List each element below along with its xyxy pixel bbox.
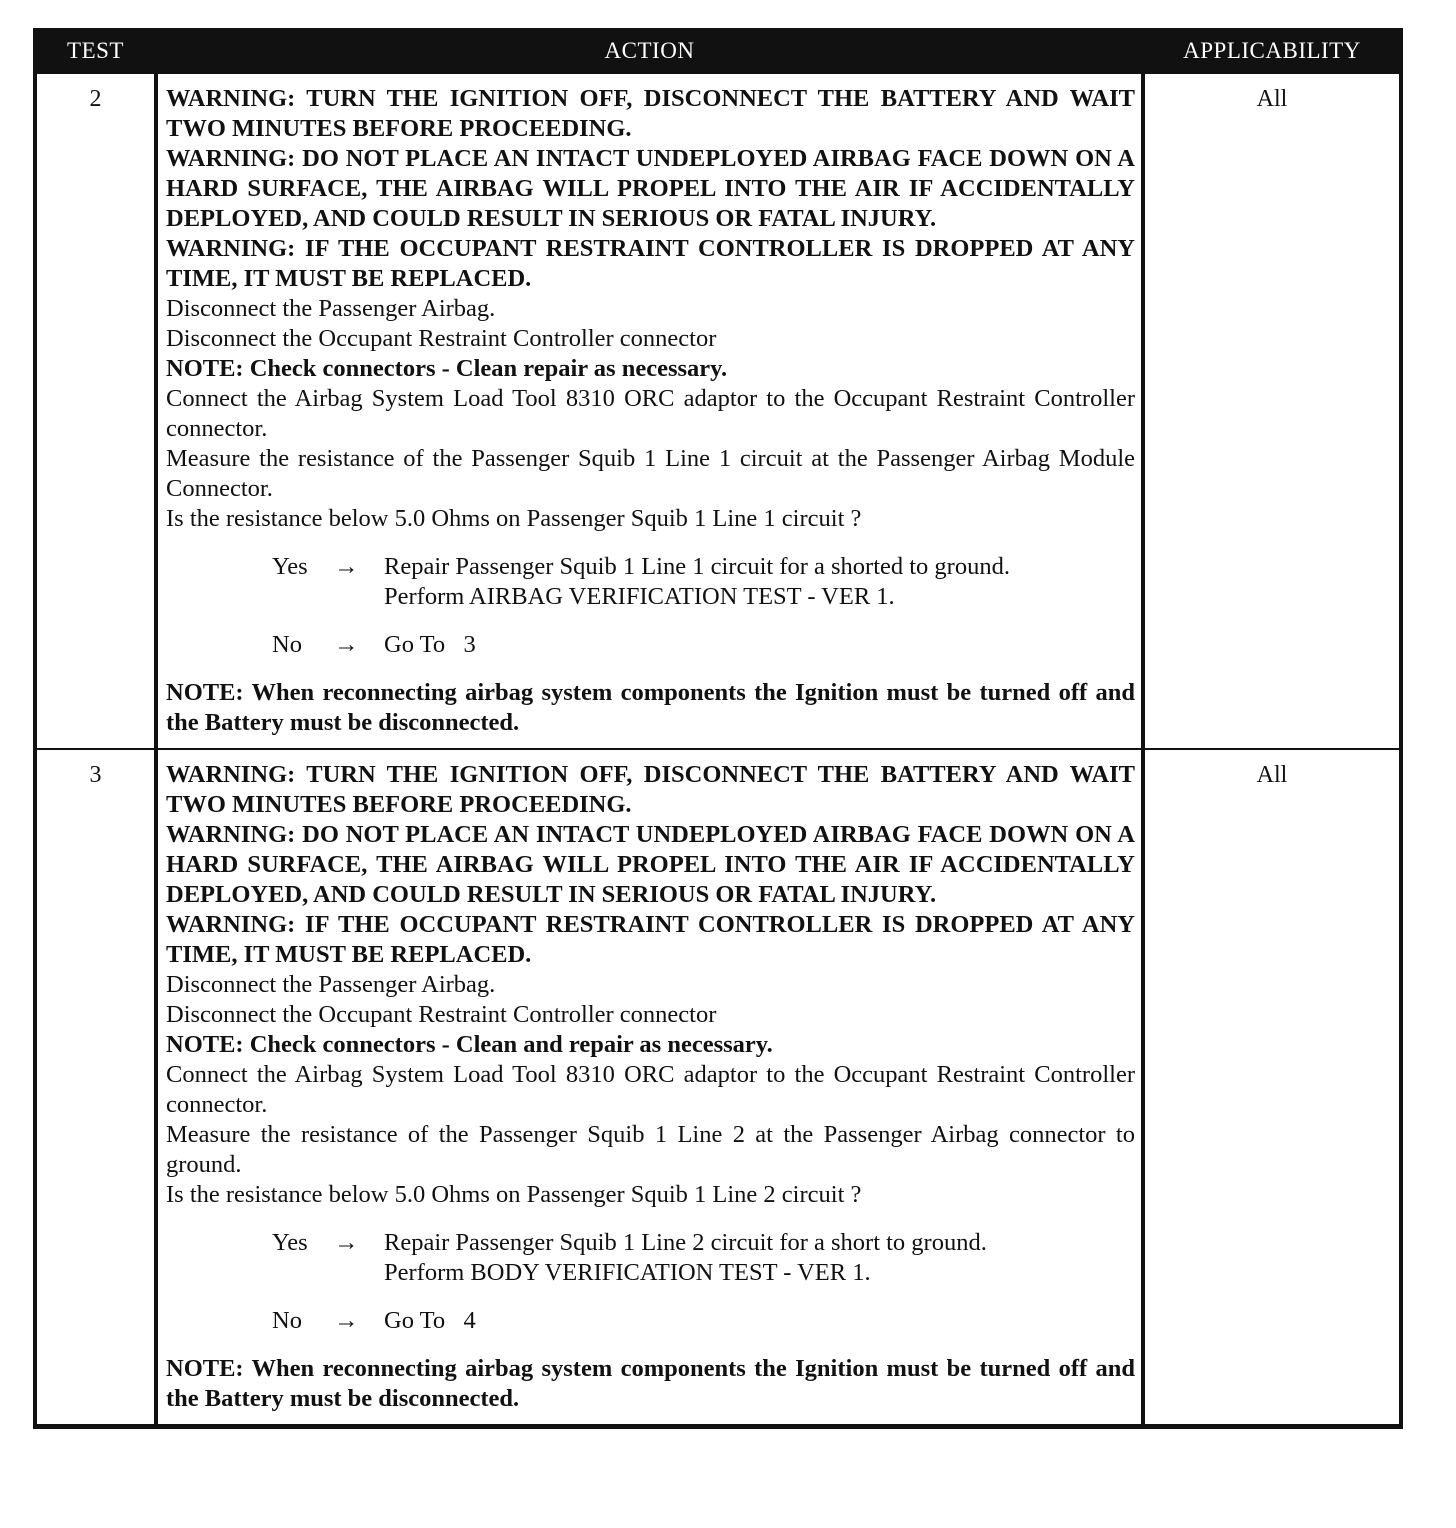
answer-yes [272,1228,1135,1288]
answer-no-label: No [272,1307,302,1334]
answer-yes-verify: Perform BODY VERIFICATION TEST - VER 1. [384,1259,871,1286]
answer-yes-text [384,552,1135,612]
answer-no-label: No [272,631,302,658]
arrow-right-icon: → [334,553,359,580]
table-row [35,749,1401,1427]
warning-controller-dropped: WARNING: IF THE OCCUPANT RESTRAINT CONTROLLER IS DROPPED AT ANY TIME, IT MUST BE REPLACED. [166,911,1135,968]
step-disconnect-airbag: Disconnect the Passenger Airbag. [166,971,496,998]
step-connect-load-tool: Connect the Airbag System Load Tool 8310 ORC adaptor to the Occupant Restraint Controller connector. [166,385,1135,442]
test-number: 3 [35,749,156,1427]
step-disconnect-airbag: Disconnect the Passenger Airbag. [166,295,496,322]
note-reconnecting: NOTE: When reconnecting airbag system components the Ignition must be turned off and the Battery must be disconnected. [166,1355,1135,1412]
question: Is the resistance below 5.0 Ohms on Passenger Squib 1 Line 1 circuit ? [166,505,862,532]
warning-ignition: WARNING: TURN THE IGNITION OFF, DISCONNECT THE BATTERY AND WAIT TWO MINUTES BEFORE PROCEEDING. [166,85,1135,142]
answer-no [272,1306,1135,1336]
warning-controller-dropped: WARNING: IF THE OCCUPANT RESTRAINT CONTROLLER IS DROPPED AT ANY TIME, IT MUST BE REPLACED. [166,235,1135,292]
answer-yes-verify: Perform AIRBAG VERIFICATION TEST - VER 1. [384,583,895,610]
note-reconnecting: NOTE: When reconnecting airbag system components the Ignition must be turned off and the Battery must be disconnected. [166,679,1135,736]
note-check-connectors: NOTE: Check connectors - Clean repair as necessary. [166,355,728,382]
answer-yes-label: Yes [272,553,308,580]
table-header-row [35,30,1401,72]
diagnostic-test-table [33,28,1403,1429]
warning-airbag-face-down: WARNING: DO NOT PLACE AN INTACT UNDEPLOYED AIRBAG FACE DOWN ON A HARD SURFACE, THE AIRBAG WILL PROPEL INTO THE AIR IF ACCIDENTALLY DEPLOYED, AND COULD RESULT IN SERIOUS OR FATAL INJURY. [166,145,1135,232]
answer-no-goto: Go To 4 [384,1307,476,1334]
action-cell [156,72,1143,749]
step-connect-load-tool: Connect the Airbag System Load Tool 8310 ORC adaptor to the Occupant Restraint Controller connector. [166,1061,1135,1118]
answer-yes-text [384,1228,1135,1288]
step-measure-resistance: Measure the resistance of the Passenger Squib 1 Line 1 circuit at the Passenger Airbag Module Connector. [166,445,1135,502]
table-row [35,72,1401,749]
note-check-connectors: NOTE: Check connectors - Clean and repair as necessary. [166,1031,773,1058]
arrow-right-icon: → [334,631,359,658]
answer-yes-repair: Repair Passenger Squib 1 Line 1 circuit for a shorted to ground. [384,553,1010,580]
warning-ignition: WARNING: TURN THE IGNITION OFF, DISCONNECT THE BATTERY AND WAIT TWO MINUTES BEFORE PROCEEDING. [166,761,1135,818]
header-action: ACTION [156,30,1143,72]
action-cell [156,749,1143,1427]
diagnostic-test-page [33,28,1399,1429]
answer-yes-label: Yes [272,1229,308,1256]
arrow-right-icon: → [334,1307,359,1334]
answer-yes-repair: Repair Passenger Squib 1 Line 2 circuit for a short to ground. [384,1229,987,1256]
warning-airbag-face-down: WARNING: DO NOT PLACE AN INTACT UNDEPLOYED AIRBAG FACE DOWN ON A HARD SURFACE, THE AIRBAG WILL PROPEL INTO THE AIR IF ACCIDENTALLY DEPLOYED, AND COULD RESULT IN SERIOUS OR FATAL INJURY. [166,821,1135,908]
arrow-right-icon: → [334,1229,359,1256]
test-number: 2 [35,72,156,749]
question: Is the resistance below 5.0 Ohms on Passenger Squib 1 Line 2 circuit ? [166,1181,862,1208]
answer-no-goto: Go To 3 [384,631,476,658]
step-disconnect-controller: Disconnect the Occupant Restraint Controller connector [166,325,717,352]
applicability-value: All [1143,72,1401,749]
answer-yes [272,552,1135,612]
applicability-value: All [1143,749,1401,1427]
header-applicability: APPLICABILITY [1143,30,1401,72]
header-test: TEST [35,30,156,72]
step-disconnect-controller: Disconnect the Occupant Restraint Controller connector [166,1001,717,1028]
step-measure-resistance: Measure the resistance of the Passenger Squib 1 Line 2 at the Passenger Airbag connector to ground. [166,1121,1135,1178]
answer-no [272,630,1135,660]
